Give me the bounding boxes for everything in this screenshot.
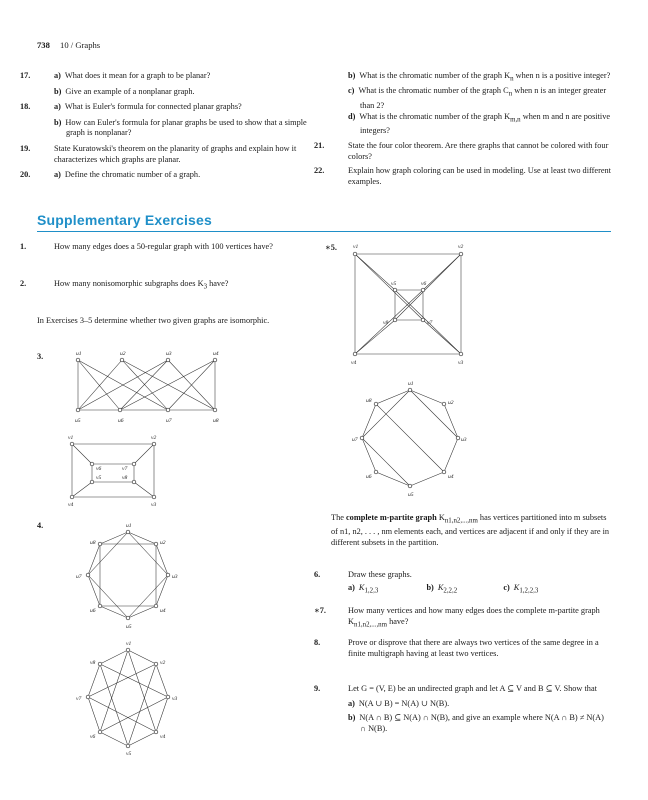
vertex-label: v8 — [90, 660, 96, 666]
vertex-label: v7 — [76, 696, 82, 702]
vertex-label: v3 — [458, 360, 464, 366]
review-q17a: 17. a) What does it mean for a graph to be planar? — [20, 71, 211, 80]
review-left-column — [20, 71, 307, 181]
vertex-label: v2 — [160, 660, 166, 666]
exercise-2: 2. How many nonisomorphic subgraphs does $K_3$ have? — [20, 279, 229, 291]
vertex-label: v5 — [126, 751, 132, 757]
review-q20c: c) What is the chromatic number of the graph $C_n$ when n is an integer greater than 2? — [348, 86, 607, 110]
vertex-label: u1 — [126, 523, 132, 529]
vertex-label: v4 — [160, 734, 166, 740]
vertex-label: v8 — [383, 320, 389, 326]
vertex-label: u3 — [166, 351, 172, 357]
vertex-label: v1 — [126, 641, 132, 647]
exercise-3-number: 3. — [37, 352, 44, 361]
vertex-label: u6 — [366, 474, 372, 480]
vertex-label: v3 — [172, 696, 178, 702]
vertex-label: v6 — [421, 281, 427, 287]
review-q20a: 20. a) Define the chromatic number of a graph. — [20, 170, 201, 180]
review-right-column — [314, 71, 611, 187]
vertex-label: u3 — [461, 437, 467, 443]
graph-4v — [70, 640, 190, 758]
vertex-label: v7 — [427, 320, 433, 326]
vertex-label: u1 — [76, 351, 82, 357]
vertex-label: u2 — [448, 400, 454, 406]
vertex-label: v1 — [68, 435, 74, 441]
vertex-label: v4 — [68, 502, 74, 508]
review-q20b: b) What is the chromatic number of the graph $K_n$ when n is a positive integer? — [348, 71, 611, 83]
vertex-label: u2 — [120, 351, 126, 357]
exercise-9: 9. Let G = (V, E) be an undirected graph and let A ⊆ V and B ⊆ V. Show that a) N(A ∪ B) = N(A) ∪ N(B). b) N(A ∩ B) ⊆ N(A) ∩ N(B), and give an example where N(A ∩ B) ≠ N(A) ∩ N(B). — [314, 684, 604, 733]
vertex-label: v6 — [96, 466, 102, 472]
review-q21: 21. State the four color theorem. Are there graphs that cannot be colored with four colors? — [314, 140, 609, 161]
graph-4u — [70, 520, 190, 638]
review-q18b: b) How can Euler's formula for planar graphs be used to show that a simple graph is nonplanar? — [54, 117, 307, 138]
vertex-label: u5 — [126, 624, 132, 630]
graph-3u — [60, 350, 250, 430]
vertex-label: u4 — [213, 351, 219, 357]
vertex-label: u5 — [408, 492, 414, 498]
vertex-label: v2 — [458, 244, 464, 250]
chapter-title: 10 / Graphs — [60, 40, 101, 50]
review-q17b: b) Give an example of a nonplanar graph. — [54, 86, 195, 96]
mpartite-definition: The complete m-partite graph $K_{n1,n2,...,nm}$ has vertices partitioned into m subsets of n1, n2, . . . , nm elements each, and vertices are adjacent if and only if they are in different subsets in the partition. — [331, 513, 610, 547]
vertex-label: u7 — [352, 437, 358, 443]
graph-5u — [350, 378, 470, 502]
vertex-label: u7 — [76, 574, 82, 580]
graph-3u-vertices — [76, 358, 217, 412]
graph-5v — [345, 240, 475, 372]
vertex-label: v5 — [96, 475, 102, 481]
vertex-label: u8 — [90, 540, 96, 546]
vertex-label: v3 — [151, 502, 157, 508]
vertex-label: u6 — [90, 608, 96, 614]
vertex-label: u4 — [160, 608, 166, 614]
vertex-label: u4 — [448, 474, 454, 480]
exercise-6: 6. Draw these graphs. a) $K_{1,2,3}$ b) $K_{2,2,2}$ c) $K_{1,2,2,3}$ — [314, 570, 539, 595]
review-q20d: d) What is the chromatic number of the graph $K_{m,n}$ when m and n are positive integers? — [348, 112, 611, 136]
exercise-1: 1. How many edges does a 50-regular graph with 100 vertices have? — [20, 242, 273, 251]
vertex-label: u3 — [172, 574, 178, 580]
vertex-label: u8 — [366, 398, 372, 404]
vertex-label: v2 — [151, 435, 157, 441]
vertex-label: u5 — [75, 418, 81, 424]
review-q22: 22. Explain how graph coloring can be used in modeling. Use at least two different examples. — [314, 166, 611, 186]
exercise-8: 8. Prove or disprove that there are always two vertices of the same degree in a finite multigraph having at least two vertices. — [314, 638, 599, 658]
vertex-label: u2 — [160, 540, 166, 546]
exercise-4-number: 4. — [37, 521, 44, 530]
exercise-5-number: ∗5. — [325, 243, 337, 252]
exercises-3-5-intro: In Exercises 3–5 determine whether two given graphs are isomorphic. — [37, 316, 270, 325]
vertex-label: u6 — [118, 418, 124, 424]
vertex-label: u8 — [213, 418, 219, 424]
running-header — [37, 40, 100, 50]
vertex-label: v7 — [122, 466, 128, 472]
exercise-7: ∗7. How many vertices and how many edges does the complete m-partite graph $K_{n1,n2,...,nm}$ have? — [314, 606, 600, 629]
vertex-label: u7 — [166, 418, 172, 424]
section-title: Supplementary Exercises — [37, 212, 213, 228]
review-q19: 19. State Kuratowski's theorem on the planarity of graphs and explain how it characterizes which graphs are planar. — [20, 143, 297, 164]
page-number: 738 — [37, 40, 50, 50]
vertex-label: v1 — [353, 244, 359, 250]
vertex-label: v8 — [122, 475, 128, 481]
graph-3v — [60, 434, 180, 509]
vertex-label: v4 — [351, 360, 357, 366]
vertex-label: v5 — [391, 281, 397, 287]
section-rule — [37, 231, 611, 232]
review-q18a: 18. a) What is Euler's formula for connected planar graphs? — [20, 102, 242, 112]
vertex-label: u1 — [408, 381, 414, 387]
vertex-label: v6 — [90, 734, 96, 740]
